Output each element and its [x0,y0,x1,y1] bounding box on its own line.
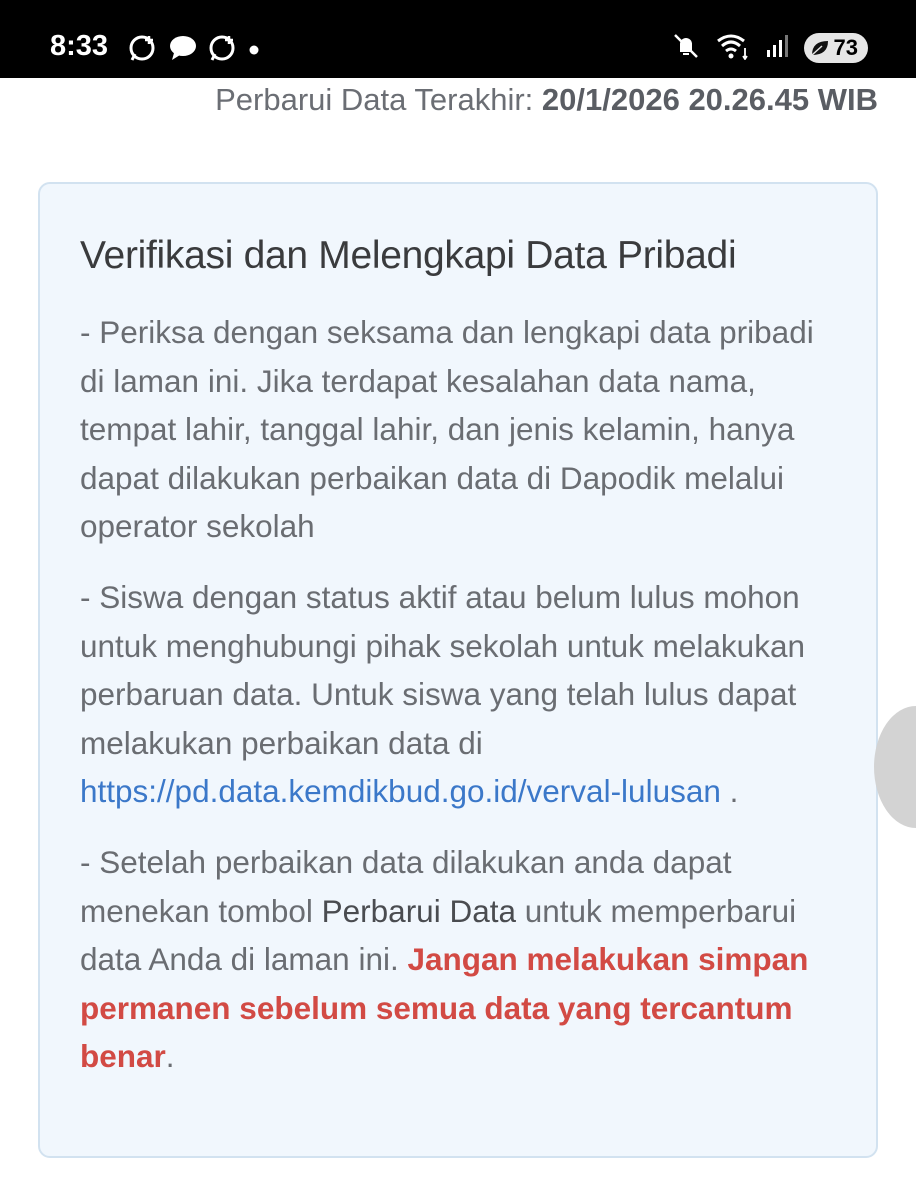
wifi-icon [716,32,750,64]
paragraph-2-end: . [720,773,739,810]
paragraph-3-end: . [165,1038,175,1075]
paragraph-3-text-2: untuk memperbarui data Anda di laman ini. [80,892,797,978]
verval-lulusan-link[interactable]: https://pd.data.kemdikbud.go.id/verval-lulusan [80,773,721,810]
instruction-paragraph-1: - Periksa dengan seksama dan lengkapi data pribadi di laman ini. Jika terdapat kesalahan data nama, tempat lahir, tanggal lahir, dan jenis kelamin, hanya dapat dilakukan perbaikan data di Dapodik melalui operator sekolah [80,314,814,545]
instruction-paragraph-2 [80,573,832,816]
battery-level: 73 [833,35,858,60]
signal-icon [766,34,788,62]
chat-bubble-icon [168,33,198,67]
status-time: 8:33 [50,30,109,62]
last-update-value: 20/1/2026 20.26.45 WIB [541,82,878,117]
mute-icon [672,32,700,64]
verification-info-card [38,182,878,1158]
battery-icon [804,33,868,63]
whatsapp-icon [128,33,158,67]
card-title: Verifikasi dan Melengkapi Data Pribadi [80,234,737,277]
instruction-paragraph-3 [80,838,832,1081]
floating-scroll-handle[interactable] [874,706,916,828]
paragraph-2-text: - Siswa dengan status aktif atau belum lulus mohon untuk menghubungi pihak sekolah untuk melakukan perbaruan data. Untuk siswa yang telah lulus dapat melakukan perbaikan data di [80,578,805,761]
button-name-reference: Perbarui Data [321,892,516,929]
last-update-label: Perbarui Data Terakhir: [215,82,542,117]
status-bar [0,0,916,78]
warning-text: Jangan melakukan simpan permanen sebelum semua data yang tercantum benar [80,941,809,1075]
last-update-info [215,82,878,118]
whatsapp-icon [208,33,238,67]
notification-dot-icon [248,41,260,60]
paragraph-3-text-1: - Setelah perbaikan data dilakukan anda dapat menekan tombol [80,843,732,929]
